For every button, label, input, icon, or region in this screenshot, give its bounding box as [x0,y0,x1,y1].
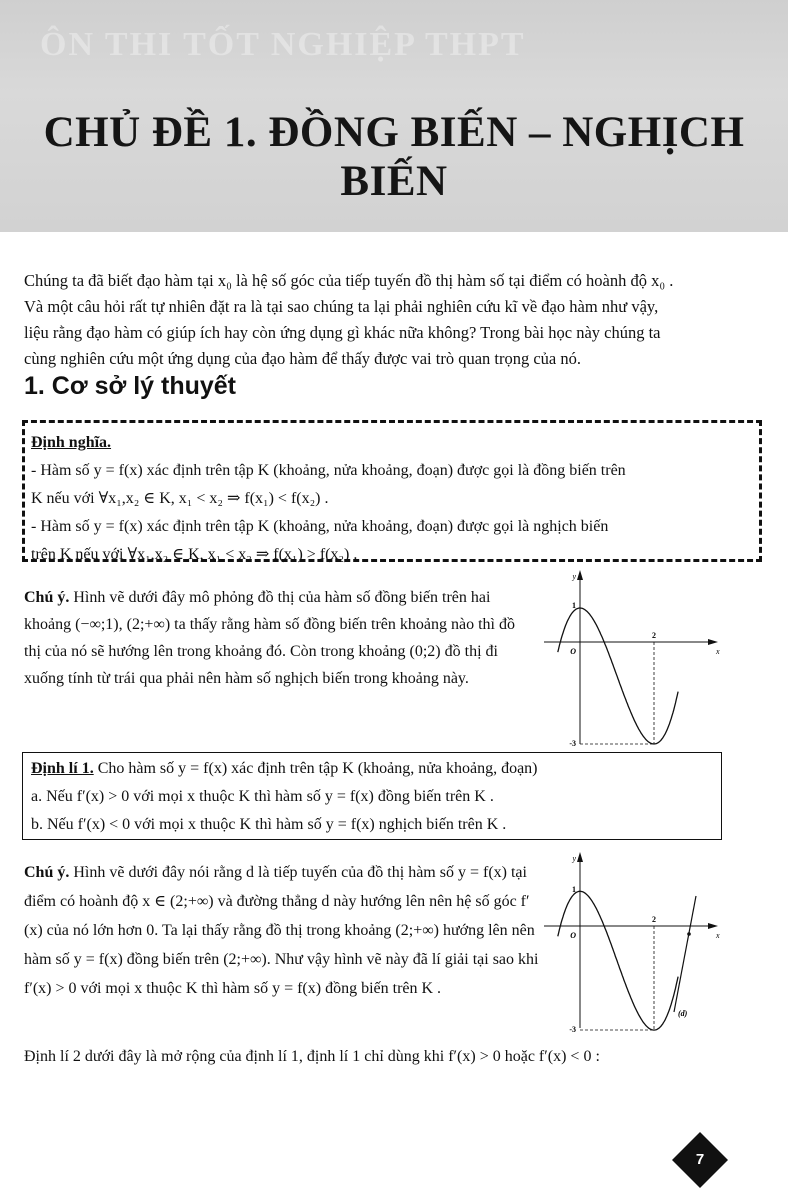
tangent-point [687,932,691,936]
tangent-line-d [674,896,696,1012]
y-min-tick-label: -3 [569,1025,576,1033]
function-curve [558,891,678,1030]
page-number: 7 [695,1151,705,1168]
definition-line: trên K nếu với ∀x₁,x₂ ∈ K, x₁ < x₂ ⇒ f(x₁) > f(x₂) . [31,546,358,563]
x-axis-label: x [716,647,720,656]
definition-line: - Hàm số y = f(x) xác định trên tập K (khoảng, nửa khoảng, đoạn) được gọi là nghịch biến [31,518,609,535]
x-tick-label: 2 [652,915,656,924]
theorem-title: Định lí 1. [31,760,94,777]
definition-title: Định nghĩa. [31,434,112,451]
origin-label: O [570,647,576,656]
theorem-line: Cho hàm số y = f(x) xác định trên tập K (khoảng, nửa khoảng, đoạn) [93,760,538,777]
definition-line: K nếu với ∀x₁,x₂ ∈ K, x₁ < x₂ ⇒ f(x₁) < f(x₂) . [31,490,329,507]
x-axis-arrow-icon [708,639,718,645]
intro-line: cùng nghiên cứu một ứng dụng của đạo hàm để thấy được vai trò quan trọng của nó. [24,349,581,368]
y-axis-arrow-icon [577,852,583,862]
intro-line: Chúng ta đã biết đạo hàm tại x₀ là hệ số góc của tiếp tuyến đồ thị hàm số tại điểm có hoành độ x₀ . [24,271,674,290]
banner-background-text: ÔN THI TỐT NGHIỆP THPT [40,26,526,63]
y-min-tick-label: -3 [569,739,576,748]
y-axis-label: y [572,854,576,863]
note-label: Chú ý. [24,589,70,606]
section-heading: 1. Cơ sở lý thuyết [24,372,236,400]
note-paragraph [24,858,544,1003]
chapter-title: CHỦ ĐỀ 1. ĐỒNG BIẾN – NGHỊCH BIẾN [43,109,745,205]
x-tick-label: 2 [652,631,656,640]
closing-line: Định lí 2 dưới đây là mở rộng của định lí 1, định lí 1 chỉ dùng khi f′(x) > 0 hoặc f′(x) < 0 : [24,1048,600,1065]
page-number-badge [672,1132,728,1188]
note-label: Chú ý. [24,864,70,881]
function-graph-2 [538,848,728,1033]
definition-line: - Hàm số y = f(x) xác định trên tập K (khoảng, nửa khoảng, đoạn) được gọi là đồng biến trên [31,462,626,479]
x-axis-arrow-icon [708,923,718,929]
intro-paragraph [24,268,764,372]
y-tick-label: 1 [572,601,576,610]
note-paragraph [24,584,534,692]
tangent-line-label: (d) [678,1009,688,1018]
note-text: Hình vẽ dưới đây nói rằng d là tiếp tuyến của đồ thị hàm số y = f(x) tại điểm có hoành độ x ∈ (2;+∞) và đường thẳng d này hướng lên nên hệ số góc f′(x) của nó lớn hơn 0. Ta lại thấy rằng đồ thị trong khoảng (2;+∞) hướng lên nên hàm số y = f(x) đồng biến trên (2;+∞). Như vậy hình vẽ này đã lí giải tại sao khi f′(x) > 0 với mọi x thuộc K thì hàm số y = f(x) đồng biến trên K . [24,864,539,997]
theorem-line: a. Nếu f′(x) > 0 với mọi x thuộc K thì hàm số y = f(x) đồng biến trên K . [31,788,494,805]
intro-line: liệu rằng đạo hàm có giúp ích hay còn ứng dụng gì khác nữa không? Trong bài học này chúng ta [24,323,661,342]
x-axis-label: x [716,931,720,940]
theorem-line: b. Nếu f′(x) < 0 với mọi x thuộc K thì hàm số y = f(x) nghịch biến trên K . [31,816,507,833]
y-axis-arrow-icon [577,570,583,580]
function-curve [558,608,678,744]
theorem-box [22,752,722,840]
intro-line: Và một câu hỏi rất tự nhiên đặt ra là tại sao chúng ta lại phải nghiên cứu kĩ về đạo hàm như vậy, [24,297,659,316]
origin-label: O [570,931,576,940]
y-tick-label: 1 [572,885,576,894]
function-graph-1 [538,566,728,748]
chapter-banner [0,0,788,232]
definition-box [22,420,762,562]
y-axis-label: y [572,572,576,581]
note-text: Hình vẽ dưới đây mô phỏng đồ thị của hàm số đồng biến trên hai khoảng (−∞;1), (2;+∞) ta thấy rằng hàm số đồng biến trên khoảng nào thì đồ thị của nó sẽ hướng lên trong khoảng đó. Còn trong khoảng (0;2) đồ thị đi xuống tính từ trái qua phải nên hàm số nghịch biến trong khoảng này. [24,589,515,687]
